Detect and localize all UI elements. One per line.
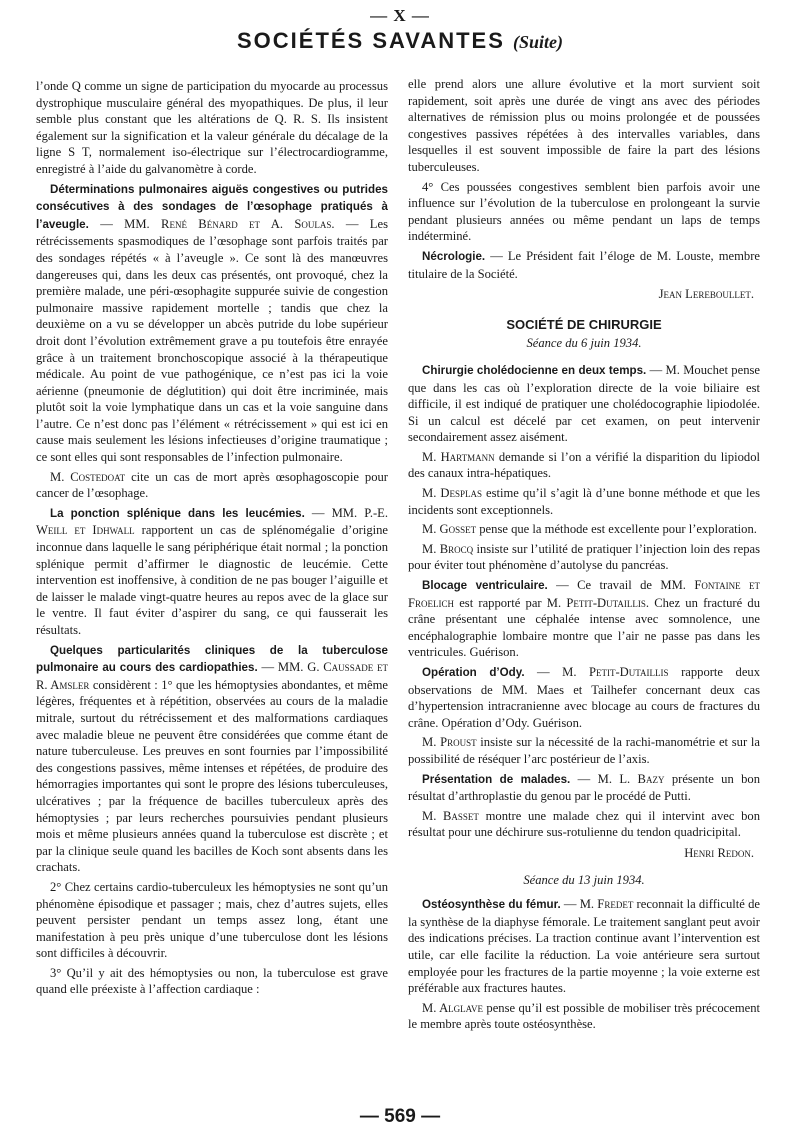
right-column xyxy=(408,76,760,1036)
article: M. Gosset pense que la méthode est excellente pour l’exploration. xyxy=(422,522,757,537)
article-heading: Blocage ventriculaire. xyxy=(422,579,548,593)
paragraph: 2° Chez certains cardio-tuberculeux les hémoptysies ne sont qu’un phénomène épisodique et passager ; mais, chez d’autres sujets, elles peuvent persister pendant un temps assez long, étant une manifestation à peu près unique d’une tuberculose dont les lésions sont difficiles à découvrir. xyxy=(36,879,388,961)
article-authors: M. Gosset xyxy=(422,522,477,537)
article-heading: Opération d’Ody. xyxy=(422,666,525,679)
left-column xyxy=(36,78,388,1001)
article-authors: M. Hartmann xyxy=(422,449,495,464)
article: Blocage ventriculaire. — Ce travail de MM. Fontaine et Froelich est rapporté par M. Petit-Dutaillis. Chez un fracturé du crâne présentant une céphalée intense avec somnolence, une encéphalographie lombaire montre que l’air ne passe pas dans les ventricules. Guérison. xyxy=(408,578,760,660)
article-heading: Quelques particularités cliniques de la tuberculose pulmonaire au cours des cardiopathies. xyxy=(36,643,388,675)
article: Chirurgie cholédocienne en deux temps. — M. Mouchet pense que dans les cas où l’exploration directe de la voie biliaire est difficile, il est indiqué de pratiquer une cholédocographie lipiodolée. Si un calcul est décelé par cet examen, on peut intervenir secondairement assez aisément. xyxy=(408,362,760,445)
society-heading: SOCIÉTÉ DE CHIRURGIE xyxy=(506,316,662,332)
article-authors: M. Proust xyxy=(422,735,477,750)
page-header xyxy=(0,6,800,54)
paragraph: 3° Qu’il y ait des hémoptysies ou non, la tuberculose est grave quand elle préexiste à l’affection cardiaque : xyxy=(36,965,388,997)
article-authors: Fontaine et Froelich xyxy=(408,578,760,610)
article: M. Brocq insiste sur l’utilité de pratiquer l’injection loin des repas pour éviter tout phénomène d’autolyse du pancréas. xyxy=(408,541,760,573)
article: Nécrologie. — Le Président fait l’éloge de M. Louste, membre titulaire de la Société. xyxy=(408,248,760,281)
paragraph: l’onde Q comme un signe de participation du myocarde au processus dystrophique musculaire général des myopathiques. De plus, il leur semble plus constant que les altérations de Q. R. S. Ils insistent également sur la signification et la valeur générale du décalage de la ligne S T, normalement iso-électrique sur l’électrocardiogramme, enregistré à l’aide du galvanomètre à corde. xyxy=(36,79,388,176)
article-authors: M. Brocq xyxy=(422,541,474,556)
article: Déterminations pulmonaires aiguës congestives ou putrides consécutives à des sondages de l’œsophage pratiqués à l’aveugle. — MM. René Bénard et A. Soulas. — Les rétrécissements spasmodiques de l’œsophage sont parfois traités par des sondages répétés « à l’aveugle ». Ce sont là des manœuvres dangereuses qui, dans les deux cas présentés, ont provoqué, chez la première malade, une péri-œsophagite suppurée suivie de congestion pulmonaire massive rapidement mortelle ; tandis que chez la deuxième on a vu se développer un abcès putride du lobe supérieur droit dont l’évolution extrêmement grave a pu toutefois être enrayée grâce à un traitement bronchoscopique associé à la thérapeutique médicale. Au point de vue pathogénique, ce n’est pas ici la voie aérienne (pneumonie de déglutition) qui doit être incriminée, mais plutôt soit la voie lymphatique dans un cas et la voie sanguine dans l’autre. Ce n’est donc pas l’élément « rétrécissement » qui est ici en cause mais seulement les lésions infectieuses d’origine traumatique ; ce sont elles qui sont responsables de l’infection pulmonaire. xyxy=(36,182,388,465)
article-authors: — MM. G. Caussade et R. Amsler xyxy=(36,660,388,692)
article-heading: Chirurgie cholédocienne en deux temps. xyxy=(422,363,647,377)
article: M. Costedoat cite un cas de mort après œsophagoscopie pour cancer de l’œsophage. xyxy=(36,469,388,501)
article-authors: — MM. P.-E. Weill et Idhwall xyxy=(36,505,388,538)
article: Présentation de malades. — M. L. Bazy présente un bon résultat d’arthroplastie du genou par le procédé de Putti. xyxy=(408,771,761,804)
article-authors: — M. L. Bazy xyxy=(570,771,665,786)
article: Opération d’Ody. — M. Petit-Dutaillis rapporte deux observations de MM. Maes et Tailhefer concernant deux cas d’hypertension intracranienne avec blocage au cours de fractures du crâne. Opération d’Ody. Guérison. xyxy=(408,665,761,730)
article-heading: La ponction splénique dans les leucémies. xyxy=(50,506,305,520)
article-heading: Ostéosynthèse du fémur. xyxy=(422,898,561,912)
title-suffix: (Suite) xyxy=(513,32,564,52)
session-date: Séance du 13 juin 1934. xyxy=(523,872,645,887)
article: La ponction splénique dans les leucémies. — MM. P.-E. Weill et Idhwall rapportent un cas de splénomégalie d’origine inconnue dans laquelle le sang périphérique était normal ; la ponction splénique permit d’affirmer le diagnostic de leucémie. Cette intervention est inoffensive, à condition de ne pas bouger l’aiguille et de laisser le malade vingt-quatre heures au repos avec de la glace sur le ventre. Il faut éviter d’aspirer du sang, ce qui fausserait les résultats. xyxy=(36,505,389,637)
signature: Jean Lereboullet. xyxy=(658,287,754,302)
article-authors: M. Costedoat xyxy=(50,469,126,484)
signature: Henri Redon. xyxy=(684,845,754,860)
article: M. Basset montre une malade chez qui il intervint avec bon résultat pour une déchirure sus-rotulienne du tendon quadricipital. xyxy=(408,808,760,840)
article-authors: — M. Petit-Dutaillis xyxy=(524,665,669,679)
article-heading: Nécrologie. xyxy=(422,249,486,263)
article-authors: M. Basset xyxy=(422,808,479,823)
article-authors: M. Desplas xyxy=(422,486,482,501)
article: M. Hartmann demande si l’on a vérifié la disparition du lipiodol des canaux intra-hépatiques. xyxy=(408,449,760,481)
article: M. Proust insiste sur la nécessité de la rachi-manométrie et sur la possibilité de réséquer l’arc postérieur de l’axis. xyxy=(408,735,760,766)
article: Quelques particularités cliniques de la tuberculose pulmonaire au cours des cardiopathies. — MM. G. Caussade et R. Amsler considèrent : 1° que les hémoptysies abondantes, et même légères, fréquentes et à répétition, observées au cours de la maladie mitrale, surtout du rétrécissement et des malformations cardiaques avec maladie bleue ne peuvent être considérées que comme étant de nature tuberculeuse. Les preuves en sont fournies par l’impossibilité des congestions passives, même intenses et répétées, de produire des hémorragies importantes qui sont le propre des lésions tuberculeuses, ulcératives ; par la fréquence de bacilles tuberculeux après des hémoptysies ; par leurs recherches poursuivies pendant plusieurs mois et même plusieurs années quand la tuberculose est discrète ; et par la clinique seule quand les bacilles de Koch sont absents dans les crachats. xyxy=(36,643,388,875)
article: M. Alglave pense qu’il est possible de mobiliser très précocement le membre après toute ostéosynthèse. xyxy=(408,1000,760,1032)
article: Ostéosynthèse du fémur. — M. Fredet reconnait la difficulté de la synthèse de la diaphyse fémorale. Le traitement sanglant peut avoir des indications précises. La traction continue avant l’intervention est utile, car elle facilite la réduction. La voie antérieure sera surtout employée pour les fractures de la partie moyenne ; la voie externe est préférable aux fractures hautes. xyxy=(408,897,760,996)
article: M. Desplas estime qu’il s’agit là d’une bonne méthode et que les incidents sont exceptionnels. xyxy=(408,486,760,517)
section-number: — X — xyxy=(370,6,430,25)
article-authors: — M. Fredet xyxy=(560,897,634,912)
paragraph: 4° Ces poussées congestives semblent bien parfois avoir une influence sur l’évolution de la tuberculose en prolongeant la survie pendant plusieurs années ou même pendant un laps de temps indéterminé. xyxy=(408,179,760,244)
paragraph: elle prend alors une allure évolutive et la mort survient soit rapidement, soit après une durée de vingt ans avec des périodes alternatives de rémission plus ou moins prolongée et de poussées congestives passives répétées à des intervalles variables, dans lesquelles il est souvent impossible de faire la part des lésions tuberculeuses. xyxy=(408,77,760,174)
article-authors: — MM. René Bénard et A. Soulas. xyxy=(100,216,335,231)
page-title: SOCIÉTÉS SAVANTES (Suite) xyxy=(236,28,564,53)
article-heading: Déterminations pulmonaires aiguës congestives ou putrides consécutives à des sondages de l’œsophage pratiqués à l’aveugle. xyxy=(36,182,388,231)
article-heading: Présentation de malades. xyxy=(422,772,571,786)
article-authors: Petit-Dutaillis xyxy=(566,595,646,610)
page-number: — 569 — xyxy=(359,1106,441,1127)
session-date: Séance du 6 juin 1934. xyxy=(526,336,642,351)
article-authors: M. Alglave xyxy=(422,1000,483,1015)
